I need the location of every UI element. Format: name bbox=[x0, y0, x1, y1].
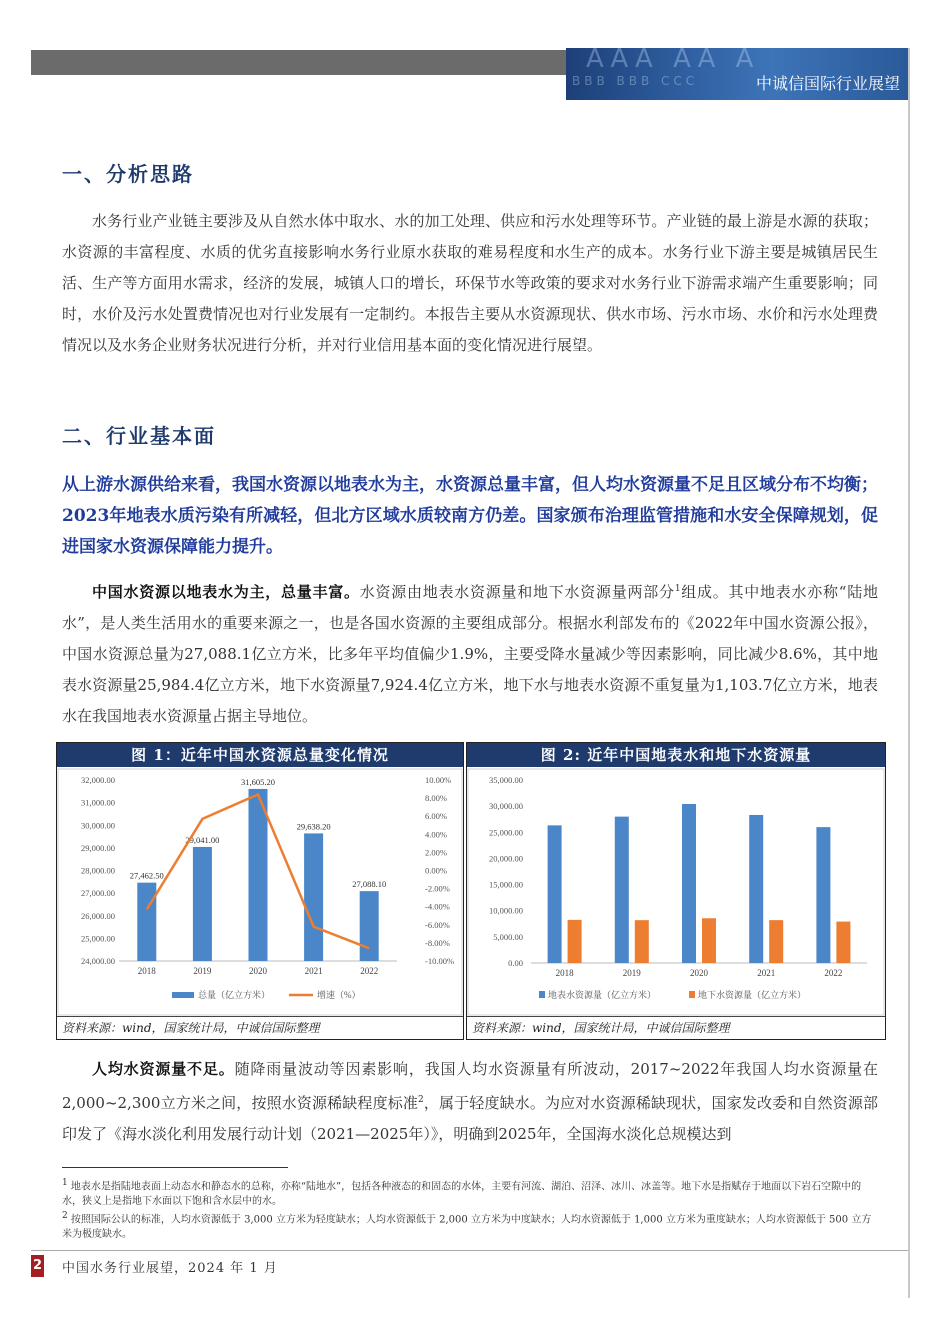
legend-swatch-total bbox=[172, 992, 194, 998]
page-number: 2 bbox=[31, 1255, 44, 1277]
bar-total bbox=[360, 891, 379, 961]
x-tick-label: 2019 bbox=[193, 966, 212, 976]
y2-tick-label: -4.00% bbox=[425, 901, 450, 912]
header-title: 中诚信国际行业展望 bbox=[755, 74, 900, 93]
bar-surface-water bbox=[615, 817, 629, 963]
y-tick-label: 35,000.00 bbox=[489, 775, 523, 785]
paragraph-lead: 人均水资源量不足。 bbox=[92, 1060, 235, 1078]
bar-total bbox=[193, 847, 212, 961]
figure-1-source: 资料来源：wind，国家统计局，中诚信国际整理 bbox=[57, 1016, 463, 1039]
legend-label-growth: 增速（%） bbox=[317, 990, 361, 1000]
bar-groundwater bbox=[702, 918, 716, 963]
figure-2-title: 图 2: 近年中国地表水和地下水资源量 bbox=[467, 743, 885, 767]
y2-tick-label: 2.00% bbox=[425, 847, 447, 858]
legend-label-ground: 地下水资源量（亿立方米） bbox=[698, 990, 807, 1000]
paragraph-lead: 中国水资源以地表水为主，总量丰富。 bbox=[92, 583, 360, 601]
section2-paragraph-2 bbox=[62, 1054, 878, 1150]
x-tick-label: 2018 bbox=[137, 966, 156, 976]
y2-tick-label: -2.00% bbox=[425, 883, 450, 894]
y-tick-label: 27,000.00 bbox=[81, 888, 115, 899]
footnote-text: 按照国际公认的标准，人均水资源低于 3,000 立方米为轻度缺水；人均水资源低于 2,000 立方米为中度缺水；人均水资源低于 1,000 立方米为重度缺水；人均水资源低于 500 立方米为极度缺水。 bbox=[62, 1214, 872, 1241]
figure-2-source: 资料来源：wind，国家统计局，中诚信国际整理 bbox=[467, 1016, 885, 1039]
footnote-mark: 1 bbox=[62, 1178, 68, 1188]
y2-tick-label: -10.00% bbox=[425, 956, 455, 966]
paragraph-text: 水资源由地表水资源量和地下水资源量两部分 bbox=[359, 583, 675, 601]
bar-surface-water bbox=[816, 827, 830, 963]
x-tick-label: 2020 bbox=[690, 968, 708, 978]
right-margin-rule bbox=[908, 48, 910, 1298]
y-tick-label: 5,000.00 bbox=[493, 931, 523, 942]
data-label: 29,638.20 bbox=[296, 821, 331, 832]
footer-divider bbox=[31, 1250, 908, 1251]
x-tick-label: 2021 bbox=[304, 966, 323, 976]
header-decoration: AAA AA A bbox=[586, 48, 760, 74]
legend-swatch-ground bbox=[689, 991, 695, 998]
x-tick-label: 2022 bbox=[824, 968, 843, 978]
y-tick-label: 32,000.00 bbox=[81, 775, 115, 785]
paragraph-text: ，属于轻度缺水。为应对水资源稀缺现状，国家发改委和自然资源部印发了《海水淡化利用发展行动计划（2021—2025年）》，明确到2025年，全国海水淡化总规模达到 bbox=[62, 1094, 878, 1143]
bar-groundwater bbox=[769, 920, 783, 963]
header-banner bbox=[566, 48, 908, 100]
footer-text: 中国水务行业展望，2024 年 1 月 bbox=[62, 1261, 278, 1276]
data-label: 31,605.20 bbox=[241, 776, 275, 787]
figure-1 bbox=[56, 742, 464, 1040]
data-label: 29,041.00 bbox=[185, 834, 220, 845]
paragraph-text: 组成。其中地表水亦称“陆地水”，是人类生活用水的重要来源之一，也是各国水资源的主要组成部分。根据水利部发布的《2022年中国水资源公报》，中国水资源总量为27,088.1亿立方米，比多年平均值偏少1.9%，主要受降水量减少等因素影响，同比减少8.6%，其中地表水资源量25,984.4亿立方米，地下水资源量7,924.4亿立方米，地下水与地表水资源不重复量为1,103.7亿立方米，地表水在我国地表水资源量占据主导地位。 bbox=[62, 583, 878, 725]
x-tick-label: 2018 bbox=[555, 968, 574, 978]
section2-paragraph-1 bbox=[62, 574, 878, 732]
x-tick-label: 2020 bbox=[249, 966, 267, 976]
y2-tick-label: -6.00% bbox=[425, 919, 450, 930]
figure-2 bbox=[466, 742, 886, 1040]
figure-1-title: 图 1：近年中国水资源总量变化情况 bbox=[57, 743, 463, 767]
footnote-ref-1[interactable]: 1 bbox=[674, 584, 681, 594]
footnote-2 bbox=[62, 1209, 878, 1242]
y-tick-label: 25,000.00 bbox=[489, 827, 523, 838]
y2-tick-label: -8.00% bbox=[425, 937, 450, 948]
section-heading-fundamentals: 二、行业基本面 bbox=[62, 424, 216, 448]
y2-tick-label: 8.00% bbox=[425, 793, 447, 804]
y-tick-label: 29,000.00 bbox=[81, 842, 115, 853]
section1-paragraph: 水务行业产业链主要涉及从自然水体中取水、水的加工处理、供应和污水处理等环节。产业链的最上游是水源的获取；水资源的丰富程度、水质的优劣直接影响水务行业原水获取的难易程度和水生产的成本。水务行业下游主要是城镇居民生活、生产等方面用水需求，经济的发展，城镇人口的增长，环保节水等政策的要求对水务行业下游需求端产生重要影响；同时，水价及污水处置费情况也对行业发展有一定制约。本报告主要从水资源现状、供水市场、污水市场、水价和污水处理费情况以及水务企业财务状况进行分析，并对行业信用基本面的变化情况进行展望。 bbox=[62, 212, 878, 354]
y-tick-label: 10,000.00 bbox=[489, 905, 523, 916]
footnote-ref-2[interactable]: 2 bbox=[418, 1095, 424, 1105]
y-tick-label: 30,000.00 bbox=[489, 801, 523, 812]
bar-surface-water bbox=[682, 804, 696, 963]
y2-tick-label: 6.00% bbox=[425, 811, 447, 822]
figure-2-chart bbox=[467, 768, 885, 1016]
header-decoration-small: BBB BBB CCC bbox=[572, 74, 699, 88]
y-tick-label: 24,000.00 bbox=[81, 956, 115, 966]
y-tick-label: 0.00 bbox=[508, 958, 523, 968]
bar-total bbox=[137, 883, 156, 961]
footnote-divider bbox=[62, 1167, 288, 1168]
legend-label-surface: 地表水资源量（亿立方米） bbox=[548, 990, 657, 1000]
bar-total bbox=[304, 833, 323, 961]
x-tick-label: 2022 bbox=[360, 966, 379, 976]
section-heading-analysis: 一、分析思路 bbox=[62, 162, 194, 186]
bar-surface-water bbox=[548, 825, 562, 963]
figure-1-chart bbox=[57, 768, 463, 1016]
bar-total bbox=[249, 789, 268, 961]
y-tick-label: 15,000.00 bbox=[489, 879, 523, 890]
paragraph-text: 随降雨量波动等因素影响，我国人均水资源量有所波动，2017~2022年我国人均水资源量在2,000~2,300立方米之间，按照水资源稀缺程度标准 bbox=[62, 1060, 878, 1112]
key-finding-highlight: 从上游水源供给来看，我国水资源以地表水为主，水资源总量丰富，但人均水资源量不足且区域分布不均衡；2023年地表水质污染有所减轻，但北方区域水质较南方仍差。国家颁布治理监管措施和水安全保障规划，促进国家水资源保障能力提升。 bbox=[62, 475, 878, 557]
bar-groundwater bbox=[836, 922, 850, 963]
y-tick-label: 30,000.00 bbox=[81, 820, 115, 831]
header-gray-bar bbox=[31, 50, 566, 75]
y-tick-label: 25,000.00 bbox=[81, 933, 115, 944]
y2-tick-label: 4.00% bbox=[425, 829, 447, 840]
footnote-text: 地表水是指陆地表面上动态水和静态水的总称，亦称“陆地水”，包括各种液态的和固态的水体，主要有河流、湖泊、沼泽、冰川、冰盖等。地下水是指赋存于地面以下岩石空隙中的水，狭义上是指地下水面以下饱和含水层中的水。 bbox=[62, 1181, 862, 1208]
y-tick-label: 20,000.00 bbox=[489, 853, 523, 864]
bar-groundwater bbox=[635, 920, 649, 963]
bar-groundwater bbox=[568, 920, 582, 963]
y2-tick-label: 0.00% bbox=[425, 865, 447, 876]
bar-surface-water bbox=[749, 815, 763, 963]
y2-tick-label: 10.00% bbox=[425, 775, 452, 785]
data-label: 27,088.10 bbox=[352, 879, 387, 890]
x-tick-label: 2021 bbox=[757, 968, 776, 978]
legend-label-total: 总量（亿立方米） bbox=[198, 990, 271, 1000]
x-tick-label: 2019 bbox=[622, 968, 641, 978]
footnote-mark: 2 bbox=[62, 1211, 68, 1221]
y-tick-label: 28,000.00 bbox=[81, 865, 115, 876]
legend-swatch-surface bbox=[539, 991, 545, 998]
data-label: 27,462.50 bbox=[129, 870, 164, 881]
y-tick-label: 31,000.00 bbox=[81, 797, 115, 808]
footnote-1 bbox=[62, 1176, 878, 1209]
y-tick-label: 26,000.00 bbox=[81, 910, 115, 921]
